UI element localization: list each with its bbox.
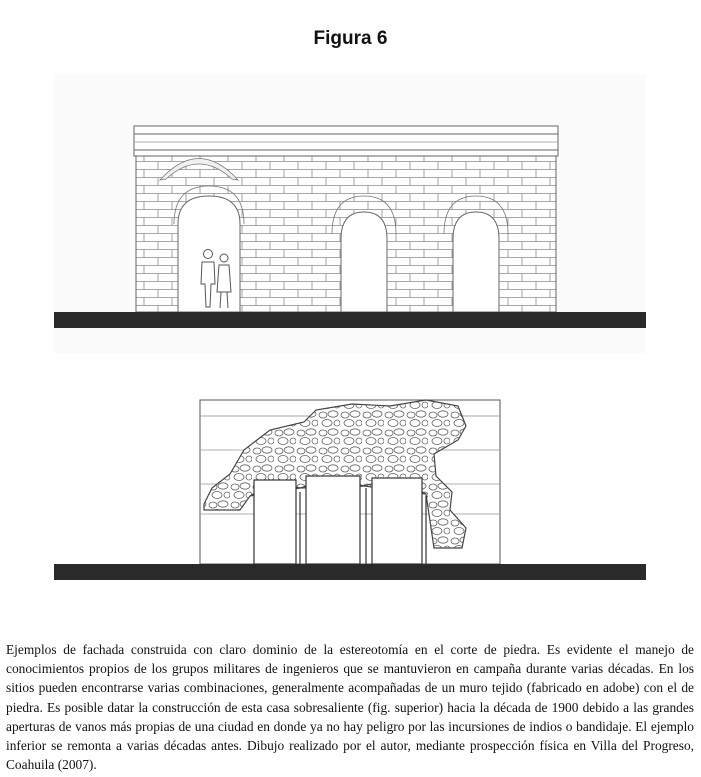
figure-caption: Ejemplos de fachada construida con claro dominio de la estereotomía en el corte de piedra. Es evidente el manejo de conocimientos propios de los grupos militares de ingenieros que se mantuvieron en campaña durante varias décadas. En los sitios pueden encontrarse varias combinaciones, generalmente acompañadas de un muro tejido (fabricado en adobe) con el de piedra. Es posible datar la construcción de esta casa sobresaliente (fig. superior) hacia la década de 1900 debido a las grandes aperturas de vanos más propias de una ciudad en donde ya no hay peligro por las incursiones de indios o bandidaje. El ejemplo inferior se remonta a varias décadas antes. Dibujo realizado por el autor, mediante prospección física en Villa del Progreso, Coahuila (2007). [6, 642, 694, 773]
cornice [134, 126, 558, 156]
openings [254, 476, 426, 564]
ground-line [54, 312, 646, 328]
rubble-facade-drawing [54, 392, 646, 582]
ground-line [54, 564, 646, 580]
figure-title: Figura 6 [313, 28, 388, 49]
stone-facade-drawing [54, 74, 646, 354]
